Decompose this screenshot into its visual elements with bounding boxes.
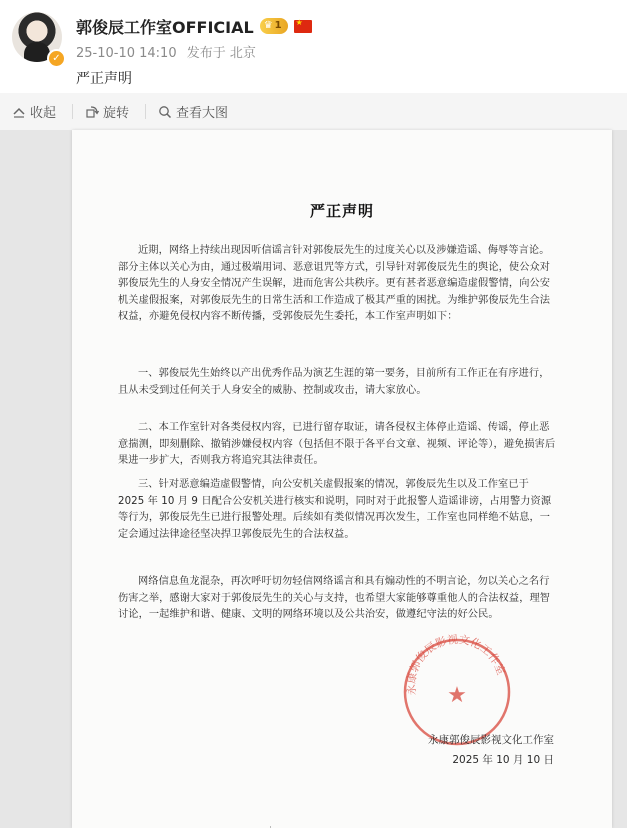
verified-badge-icon: ✓	[47, 49, 66, 68]
post-text: 严正声明	[76, 71, 132, 87]
signature: 永康郭俊辰影视文化工作室	[428, 734, 554, 746]
vip-badge-icon[interactable]: ♛ 1	[260, 18, 288, 34]
vip-level: 1	[274, 20, 282, 31]
name-row	[76, 15, 312, 37]
document-title: 严正声明	[309, 202, 374, 220]
image-toolbar	[0, 93, 627, 131]
paragraph-one: 一、郭俊辰先生始终以产出优秀作品为演艺生涯的第一要务，目前所有工作正在有序进行，且从未受到过任何关于人身安全的威胁、控制或攻击，请大家放心。	[118, 368, 550, 396]
post-header	[0, 0, 627, 93]
paragraph-intro: 近期，网络上持续出现因听信谣言针对郭俊辰先生的过度关心以及涉嫌造谣、侮辱等言论。部分主体以关心为由，通过极端用词、恶意诅咒等方式，引导针对郭俊辰先生的舆论，使公众对郭俊辰先生的人身安全情况产生误解，进而危害公共秩序。更有甚者恶意编造虚假警情，向公安机关虚假报案，对郭俊辰先生的日常生活和工作造成了极其严重的困扰。为维护郭俊辰先生合法权益，亦避免侵权内容不断传播，受郭俊辰先生委托，本工作室声明如下：	[118, 245, 551, 322]
paragraph-three: 三、针对恶意编造虚假警情，向公安机关虚假报案的情况，郭俊辰先生以及工作室已于 2025 年 10 月 9 日配合公安机关进行核实和说明，同时对于此报警人造谣诽谤，占用警力资源等行为，郭俊辰先生已进行报警处理。后续如有类似情况再次发生，工作室也同样绝不姑息，一定会通过法律途径坚决捍卫郭俊辰先生的合法权益。	[118, 479, 552, 540]
rotate-button[interactable]	[72, 104, 145, 119]
post-source: 发布于 北京	[186, 46, 256, 61]
magnify-icon	[158, 105, 172, 119]
collapse-label: 收起	[30, 106, 57, 121]
paragraph-closing: 网络信息鱼龙混杂，再次呼吁切勿轻信网络谣言和具有煽动性的不明言论，勿以关心之名行伤害之举，感谢大家对于郭俊辰先生的关心与支持，也希望大家能够尊重他人的合法权益，理智讨论，一起维护和谐、健康、文明的网络环境以及公共治安，做遵纪守法的好公民。	[118, 576, 551, 620]
statement-document	[72, 130, 612, 828]
paragraph-two: 二、本工作室针对各类侵权内容，已进行留存取证，请各侵权主体停止造谣、传谣，停止恶意揣测，即刻删除、撤销涉嫌侵权内容（包括但不限于各平台文章、视频、评论等），避免损害后果进一步扩大，否则我方将追究其法律责任。	[118, 422, 556, 466]
svg-text:★: ★	[447, 683, 467, 708]
view-large-button[interactable]	[145, 104, 244, 119]
collapse-icon	[12, 105, 26, 119]
username[interactable]: 郭俊辰工作室OFFICIAL	[76, 17, 254, 37]
rotate-label: 旋转	[103, 106, 130, 121]
flag-icon	[294, 20, 312, 33]
collapse-button[interactable]	[0, 93, 72, 130]
view-large-label: 查看大图	[176, 106, 229, 121]
post-timestamp[interactable]: 25-10-10 14:10	[76, 46, 177, 61]
rotate-icon	[85, 105, 99, 119]
image-viewer[interactable]	[0, 130, 627, 828]
svg-text:永康郭俊辰影视文化工作室: 永康郭俊辰影视文化工作室	[404, 632, 508, 697]
signature-date: 2025 年 10 月 10 日	[452, 754, 554, 766]
post-meta	[76, 42, 262, 61]
